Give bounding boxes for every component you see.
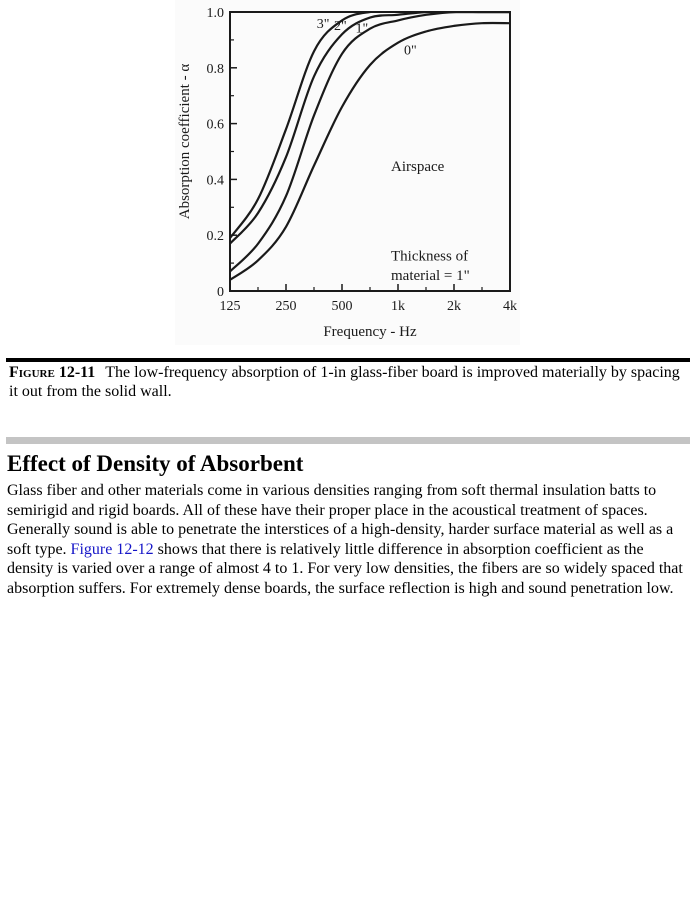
y-tick-label: 1.0 [206, 6, 224, 21]
x-tick-label: 1k [391, 299, 405, 314]
figure-panel [175, 0, 520, 345]
curve-0in [230, 23, 510, 280]
section-rule [6, 437, 690, 444]
y-tick-label: 0.4 [206, 173, 224, 189]
absorption-chart [175, 0, 520, 345]
figure-12-12-link[interactable]: Figure 12-12 [70, 540, 154, 558]
curve-label: 1" [355, 21, 369, 37]
y-tick-label: 0 [217, 285, 224, 300]
body-paragraph [7, 481, 687, 598]
thickness-label-line1: Thickness of [391, 248, 469, 265]
paragraph-text-end: shows that there is relatively little difference in absorption coefficient as the density is varied over a range of almost 4 to 1. For very low densities, the fibers are so widely spaced that absorption suffers. For extremely dense boards, the surface reflection is high and sound penetration low. [7, 540, 683, 597]
y-tick-label: 0.2 [206, 229, 224, 245]
figure-caption [9, 363, 685, 401]
y-tick-label: 0.8 [206, 61, 224, 77]
x-tick-label: 250 [275, 299, 297, 314]
x-tick-label: 2k [447, 299, 461, 314]
y-tick-label: 0.6 [206, 117, 224, 133]
x-tick-label: 125 [219, 299, 241, 314]
caption-text: The low-frequency absorption of 1-in glass-fiber board is improved materially by spacing it out from the solid wall. [9, 364, 680, 400]
y-axis-title: Absorption coefficient - α [177, 63, 193, 220]
curve-label: 2" [333, 19, 347, 35]
figure-label: Figure 12-11 [9, 364, 96, 381]
curve-2in [230, 12, 510, 244]
curve-label: 3" [316, 16, 330, 32]
curve-label: 0" [404, 43, 417, 59]
curve-3in [230, 11, 510, 238]
section-heading: Effect of Density of Absorbent [7, 451, 304, 476]
airspace-label: Airspace [391, 159, 445, 176]
x-axis-title: Frequency - Hz [323, 324, 417, 340]
curve-1in [230, 12, 510, 272]
paragraph-text-start: Glass fiber and other materials come in various densities ranging from soft thermal insulation batts to semirigid and rigid boards. All of these have their proper place in the acoustical treatment of spaces. Generally sound is able to penetrate the interstices of a high-density, harder surface material as well as a soft type. [7, 482, 674, 558]
caption-rule [6, 358, 690, 362]
x-tick-label: 500 [331, 299, 353, 314]
x-tick-label: 4k [503, 299, 517, 314]
thickness-label-line2: material = 1" [391, 267, 470, 284]
